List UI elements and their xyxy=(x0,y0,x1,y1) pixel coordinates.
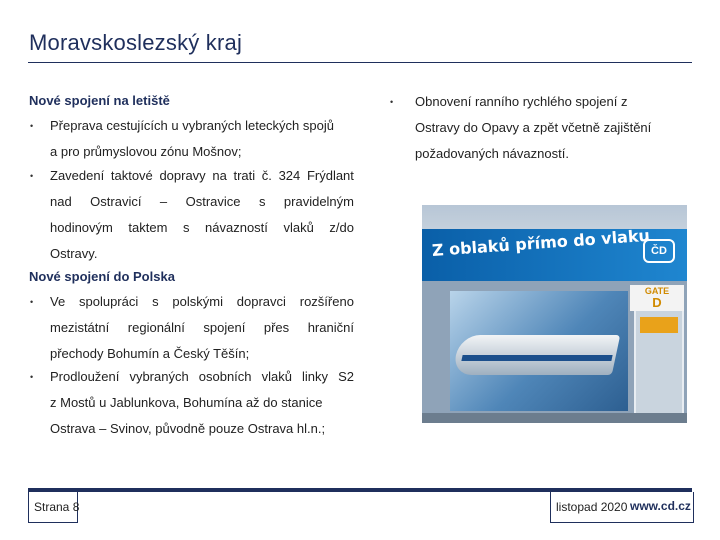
text-line: Ostravy. xyxy=(50,246,98,261)
station-photo xyxy=(422,205,687,423)
station-sign xyxy=(422,225,687,281)
list-item xyxy=(30,113,354,165)
bullet-icon: • xyxy=(30,171,34,181)
text-line: Obnovení ranního rychlého spojení z xyxy=(415,94,628,109)
page-number: Strana 8 xyxy=(34,500,80,514)
sign-text: Z oblaků přímo do vlaku xyxy=(431,225,651,260)
title-divider xyxy=(28,62,692,63)
right-list-item xyxy=(390,89,705,167)
text-line: hodinovým taktem s návazností vlaků z/do xyxy=(50,220,354,235)
text-line: požadovaných návazností. xyxy=(415,146,569,161)
text-line: Zavedení taktové dopravy na trati č. 324 Frýdlant xyxy=(50,168,354,183)
gate-letter: D xyxy=(652,295,662,310)
text-line: nad Ostravicí – Ostravice s pravidelným xyxy=(50,194,354,209)
bullet-icon: • xyxy=(390,97,394,107)
train-stripe xyxy=(461,355,612,361)
text-line: mezistátní regionální spojení přes hraniční xyxy=(50,320,354,335)
text-line: Ve spolupráci s polskými dopravci rozšířeno xyxy=(50,294,354,309)
page-title: Moravskoslezský kraj xyxy=(29,30,243,55)
airport-heading: Nové spojení na letiště xyxy=(29,93,170,108)
footer-website: www.cd.cz xyxy=(630,499,691,513)
bullet-icon: • xyxy=(30,372,34,382)
text-line: a pro průmyslovou zónu Mošnov; xyxy=(50,144,242,159)
text-line: Ostrava – Svinov, původně pouze Ostrava hl.n.; xyxy=(50,421,326,436)
text-line: přechody Bohumín a Český Těšín; xyxy=(50,346,250,361)
poland-heading: Nové spojení do Polska xyxy=(29,269,175,284)
text-line: Prodloužení vybraných osobních vlaků linky S2 xyxy=(50,369,354,384)
text-line: Ostravy do Opavy a zpět včetně zajištění xyxy=(415,120,652,135)
bullet-icon: • xyxy=(30,121,34,131)
gate-sign xyxy=(630,285,684,311)
text-line: Přeprava cestujících u vybraných leteckých spojů xyxy=(50,118,334,133)
list-item xyxy=(30,163,354,267)
photo-ground xyxy=(422,413,687,423)
gate-label: GATE xyxy=(644,286,670,296)
text-line: z Mostů u Jablunkova, Bohumína až do stanice xyxy=(50,395,323,410)
list-item xyxy=(30,364,354,442)
orange-badge xyxy=(640,317,678,333)
footer-date: listopad 2020 xyxy=(556,500,628,514)
list-item xyxy=(30,289,354,367)
bullet-icon: • xyxy=(30,297,34,307)
cd-logo: ČD xyxy=(643,239,675,263)
